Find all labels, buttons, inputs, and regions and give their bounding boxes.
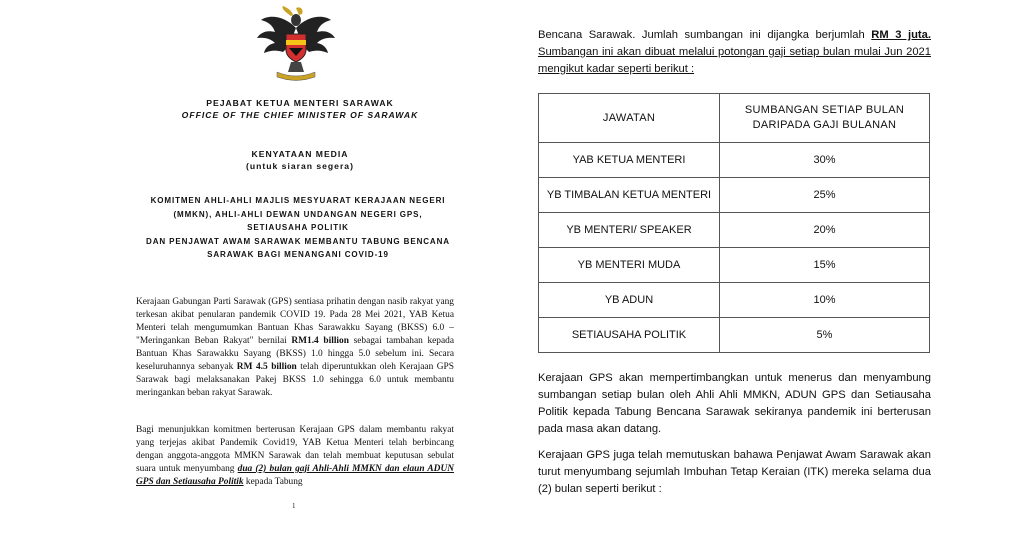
contribution-table	[538, 93, 930, 353]
statement-label: KENYATAAN MEDIA	[251, 149, 349, 159]
table-cell: 30%	[720, 143, 930, 178]
table-header: SUMBANGAN SETIAP BULAN DARIPADA GAJI BULANAN	[720, 94, 930, 143]
title-line: (MMKN), AHLI-AHLI DEWAN UNDANGAN NEGERI GPS,	[173, 209, 423, 219]
table-cell: 5%	[720, 318, 930, 353]
title-line: SETIAUSAHA POLITIK	[247, 223, 349, 232]
table-cell: YB ADUN	[539, 283, 720, 318]
page-number: 1	[292, 502, 296, 510]
table-header-row	[539, 94, 930, 143]
statement-subtitle: (untuk siaran segera)	[246, 161, 354, 171]
table-cell: YAB KETUA MENTERI	[539, 143, 720, 178]
table-cell: 15%	[720, 248, 930, 283]
table-row	[539, 213, 930, 248]
table-row	[539, 143, 930, 178]
office-name-malay: PEJABAT KETUA MENTERI SARAWAK	[206, 98, 394, 108]
title-line: SARAWAK BAGI MENANGANI COVID-19	[207, 250, 389, 259]
title-line: DAN PENJAWAT AWAM SARAWAK MEMBANTU TABUNG BENCANA	[146, 236, 450, 246]
table-row	[539, 318, 930, 353]
table-cell: YB MENTERI MUDA	[539, 248, 720, 283]
table-row	[539, 178, 930, 213]
table-row	[539, 248, 930, 283]
table-cell: 20%	[720, 213, 930, 248]
paragraph-2: Bagi menunjukkan komitmen berterusan Kerajaan GPS dalam membantu rakyat yang terjejas akibat Pandemik Covid19, YAB Ketua Menteri telah berbincang dengan anggota-anggota MMKN Sarawak dan telah membuat keputusan sebulat suara untuk menyumbang dua (2) bulan gaji Ahli-Ahli MMKN dan elaun ADUN GPS dan Setiausaha Politik kepada Tabung	[136, 425, 454, 487]
table-cell: YB MENTERI/ SPEAKER	[539, 213, 720, 248]
table-row	[539, 283, 930, 318]
table-cell: 10%	[720, 283, 930, 318]
title-line: KOMITMEN AHLI-AHLI MAJLIS MESYUARAT KERAJAAN NEGERI	[150, 196, 446, 205]
sarawak-crest-icon	[255, 6, 337, 82]
table-header: JAWATAN	[539, 94, 720, 143]
paragraph-1: Kerajaan Gabungan Parti Sarawak (GPS) sentiasa prihatin dengan nasib rakyat yang terkesan akibat penularan pandemik COVID 19. Pada 28 Mei 2021, YAB Ketua Menteri telah mengumumkan Bantuan Khas Sarawakku Sayang (BKSS) 6.0 – "Meringankan Beban Rakyat" bernilai RM1.4 billion sebagai tambahan kepada Bantuan Khas Sarawakku Sayang (BKSS) 1.0 hingga 5.0 sebelum ini. Secara keseluruhannya sebanyak RM 4.5 billion telah diperuntukkan oleh Kerajaan GPS Sarawak bagi melaksanakan Pakej BKSS 1.0 sehingga 6.0 untuk membantu meringankan beban rakyat Sarawak.	[136, 297, 454, 398]
table-cell: 25%	[720, 178, 930, 213]
table-cell: SETIAUSAHA POLITIK	[539, 318, 720, 353]
paragraph-4: Kerajaan GPS juga telah memutuskan bahawa Penjawat Awam Sarawak akan turut menyumbang sejumlah Imbuhan Tetap Keraian (ITK) mereka selama dua (2) bulan seperti berikut :	[538, 449, 931, 495]
table-cell: YB TIMBALAN KETUA MENTERI	[539, 178, 720, 213]
intro-paragraph: Bencana Sarawak. Jumlah sumbangan ini dijangka berjumlah RM 3 juta. Sumbangan ini akan dibuat melalui potongan gaji setiap bulan mulai Jun 2021 mengikut kadar seperti berikut :	[538, 29, 931, 75]
right-page	[520, 0, 1024, 536]
statement-title	[128, 194, 468, 262]
paragraph-3: Kerajaan GPS akan mempertimbangkan untuk menerus dan menyambung sumbangan setiap bulan oleh Ahli Ahli MMKN, ADUN GPS dan Setiausaha Politik kepada Tabung Bencana Sarawak sekiranya pandemik ini berterusan pada masa akan datang.	[538, 372, 931, 435]
office-name-english: OFFICE OF THE CHIEF MINISTER OF SARAWAK	[181, 110, 419, 120]
